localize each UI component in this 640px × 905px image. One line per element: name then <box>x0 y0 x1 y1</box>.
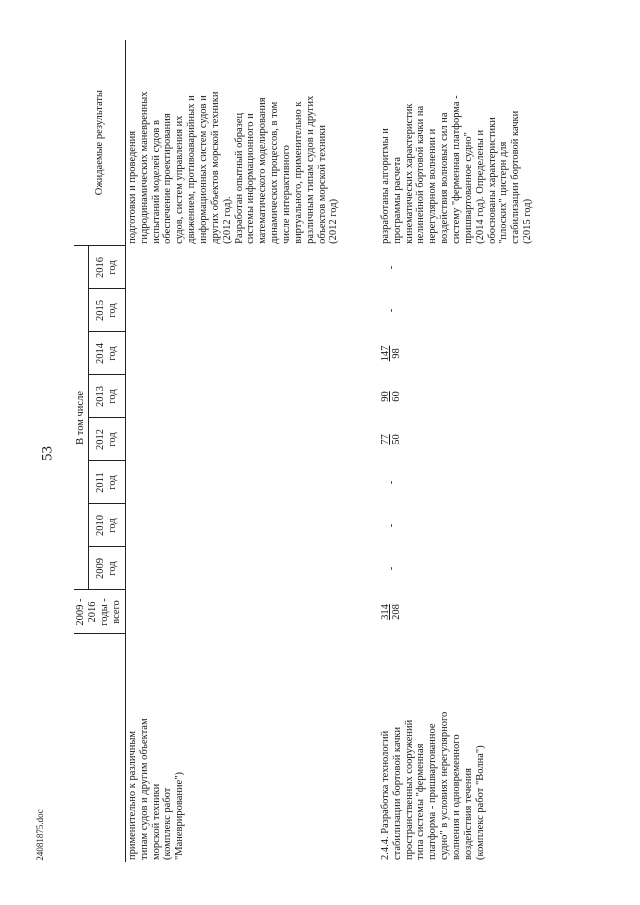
fraction-top: 77 <box>379 434 391 445</box>
table-header-row <box>74 40 88 862</box>
header-name-cell <box>74 634 125 862</box>
fraction-top: 314 <box>379 604 391 620</box>
page-number: 53 <box>39 446 56 461</box>
program-table-rotated <box>74 40 598 862</box>
fraction-bottom: 98 <box>390 348 402 359</box>
total-fraction <box>380 604 402 620</box>
header-year: 2016 год <box>88 246 125 289</box>
dash-value: - <box>385 308 397 313</box>
row-year-value <box>125 504 366 547</box>
header-year: 2012 год <box>88 418 125 461</box>
fraction-bottom: 60 <box>390 391 402 402</box>
fraction-bottom: 208 <box>390 604 402 620</box>
row-year-value <box>125 246 366 289</box>
row-year-value <box>366 246 535 289</box>
row-results: разработаны алгоритмы и программы расчета кинематических характеристик нелинейной бортовой качки на нерегулярном волнении и воздействия волновых сил на систему "ферменная платформа - пришвартованное судно" (2014 год). Определены и обоснованы характеристики "плоских" цистерн для стабилизации бортовой качки (2015 год) <box>379 95 534 244</box>
row-results: подготовки и проведения гидродинамических маневренных испытаний моделей судов в обеспечение проектирования судов, систем управления их движением, противоаварийных и информационных систем судов и других объектов морской техники (2012 год). Разработан опытный образец системы информационного и математического моделирования динамических процессов, в том числе интерактивного виртуального, применительно к различным типам судов и других объектов морской техники (2012 год) <box>126 91 340 244</box>
dash-value: - <box>385 265 397 270</box>
row-year-value <box>366 418 535 461</box>
row-name: применительно к различным типам судов и другим объектам морской техники (комплекс работ "Маневрирование") <box>126 718 186 860</box>
row-year-value <box>125 418 366 461</box>
fraction-bottom: 50 <box>390 434 402 445</box>
table-row <box>366 40 535 862</box>
row-year-value <box>366 375 535 418</box>
table-row <box>125 40 366 862</box>
year-fraction <box>380 434 402 445</box>
year-fraction <box>380 391 402 402</box>
header-year: 2010 год <box>88 504 125 547</box>
row-year-value <box>125 461 366 504</box>
dash-value: - <box>385 566 397 571</box>
header-year: 2014 год <box>88 332 125 375</box>
row-total <box>125 590 366 634</box>
header-results: Ожидаемые результаты <box>74 40 125 246</box>
header-year: 2015 год <box>88 289 125 332</box>
year-fraction <box>380 346 402 362</box>
header-year: 2009 год <box>88 547 125 590</box>
fraction-top: 90 <box>379 391 391 402</box>
header-year: 2013 год <box>88 375 125 418</box>
header-total: 2009 - 2016 годы - всего <box>74 590 125 634</box>
row-year-value <box>366 547 535 590</box>
header-year: 2011 год <box>88 461 125 504</box>
dash-value: - <box>385 480 397 485</box>
row-name: 2.4.4. Разработка технологий стабилизации бортовой качки пространственных сооружений типа системы "ферменная платформа - пришвартованное судно" в условиях нерегулярного волнения и одновременного воздействия течения (комплекс работ "Волна") <box>379 711 486 860</box>
row-year-value <box>366 332 535 375</box>
header-group: В том числе <box>74 246 88 590</box>
program-table <box>74 40 535 862</box>
row-year-value <box>125 289 366 332</box>
dash-value: - <box>385 523 397 528</box>
row-year-value <box>366 461 535 504</box>
row-year-value <box>125 332 366 375</box>
document-footer-code: 24081875.doc <box>35 809 45 861</box>
row-total <box>366 590 535 634</box>
row-year-value <box>366 289 535 332</box>
row-year-value <box>125 547 366 590</box>
row-year-value <box>366 504 535 547</box>
fraction-top: 147 <box>379 345 391 362</box>
row-year-value <box>125 375 366 418</box>
